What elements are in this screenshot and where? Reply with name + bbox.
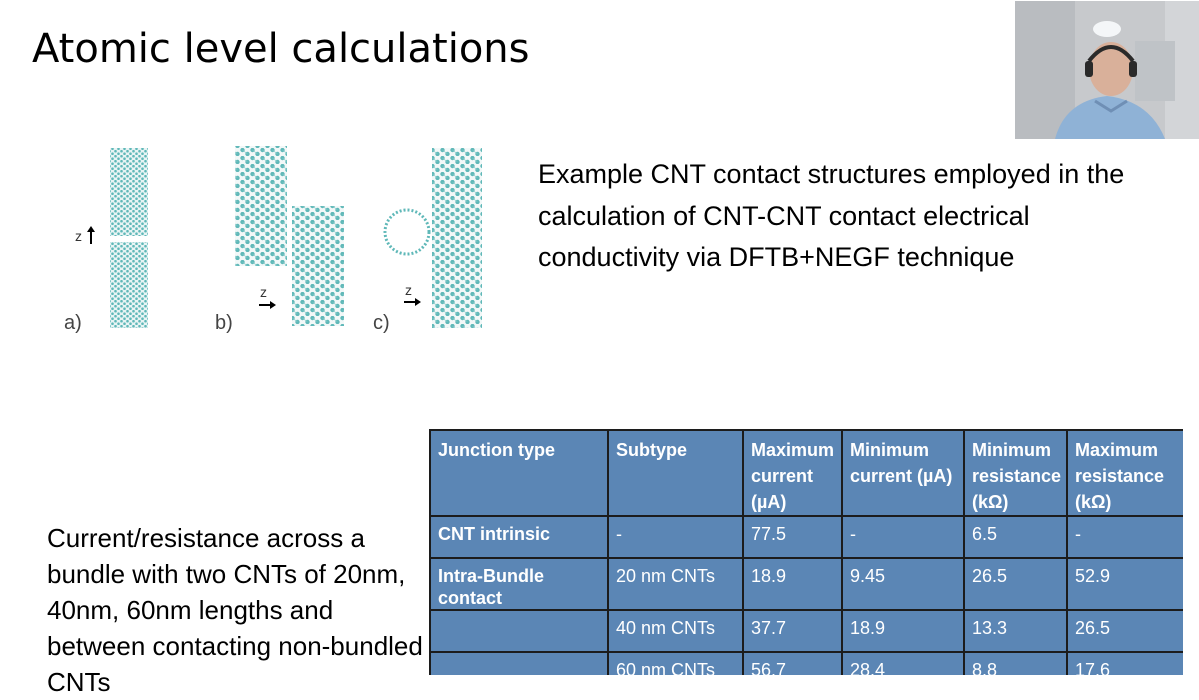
table-header-row (430, 430, 1183, 516)
table-cell: 9.45 (842, 558, 964, 610)
axis-label-a: z (75, 228, 82, 244)
table-cell: 18.9 (743, 558, 842, 610)
header-max-current: Maximum current (µA) (743, 430, 842, 516)
table-row (430, 558, 1183, 610)
table-cell (430, 652, 608, 675)
table-cell: Intra-Bundle contact (430, 558, 608, 610)
table-cell: 26.5 (1067, 610, 1183, 652)
z-arrowhead-c (415, 298, 421, 306)
table-cell: 6.5 (964, 516, 1067, 558)
table-cell: 28.4 (842, 652, 964, 675)
axis-label-b: z (260, 284, 267, 300)
table-cell: 17.6 (1067, 652, 1183, 675)
header-subtype: Subtype (608, 430, 743, 516)
table-cell: 20 nm CNTs (608, 558, 743, 610)
table-cell: 8.8 (964, 652, 1067, 675)
tube-a-lower (110, 242, 148, 328)
figure-description: Example CNT contact structures employed in the calculation of CNT-CNT contact electrical conductivity via DFTB+NEGF technique (538, 159, 1125, 272)
table-row (430, 652, 1183, 675)
table-cell: 56.7 (743, 652, 842, 675)
table-cell (430, 610, 608, 652)
tube-b-upper (235, 146, 287, 266)
results-table (429, 429, 1183, 675)
presenter-video-frame (1015, 1, 1199, 139)
z-arrowhead-b (270, 301, 276, 309)
z-arrowhead-a (87, 226, 95, 232)
figure-label-b: b) (215, 312, 233, 334)
table-cell: 37.7 (743, 610, 842, 652)
tube-c (432, 148, 482, 328)
tube-b-lower (292, 206, 344, 326)
cnt-structures-diagram (60, 140, 500, 340)
figure-label-c: c) (373, 312, 390, 334)
table-cell: 26.5 (964, 558, 1067, 610)
table-summary-text: Current/resistance across a bundle with two CNTs of 20nm, 40nm, 60nm lengths and between contacting non-bundled CNTs (47, 523, 423, 697)
table-cell: CNT intrinsic (430, 516, 608, 558)
header-min-resistance: Minimum resistance (kΩ) (964, 430, 1067, 516)
header-max-resistance: Maximum resistance (kΩ) (1067, 430, 1183, 516)
presenter-webcam (1015, 1, 1199, 139)
ring-c (385, 210, 429, 254)
table-cell: - (608, 516, 743, 558)
table-cell: 52.9 (1067, 558, 1183, 610)
table-cell: 13.3 (964, 610, 1067, 652)
table-cell: - (1067, 516, 1183, 558)
cnt-structures-figure (60, 140, 500, 340)
table-cell: - (842, 516, 964, 558)
figure-label-a: a) (64, 312, 82, 334)
tube-a-upper (110, 148, 148, 236)
table-row (430, 610, 1183, 652)
header-junction-type: Junction type (430, 430, 608, 516)
table-cell: 18.9 (842, 610, 964, 652)
slide-title: Atomic level calculations (32, 26, 530, 72)
table-row (430, 516, 1183, 558)
axis-label-c: z (405, 282, 412, 298)
table-cell: 77.5 (743, 516, 842, 558)
header-min-current: Minimum current (µA) (842, 430, 964, 516)
results-table-container (429, 429, 1183, 675)
table-cell: 40 nm CNTs (608, 610, 743, 652)
table-cell: 60 nm CNTs (608, 652, 743, 675)
